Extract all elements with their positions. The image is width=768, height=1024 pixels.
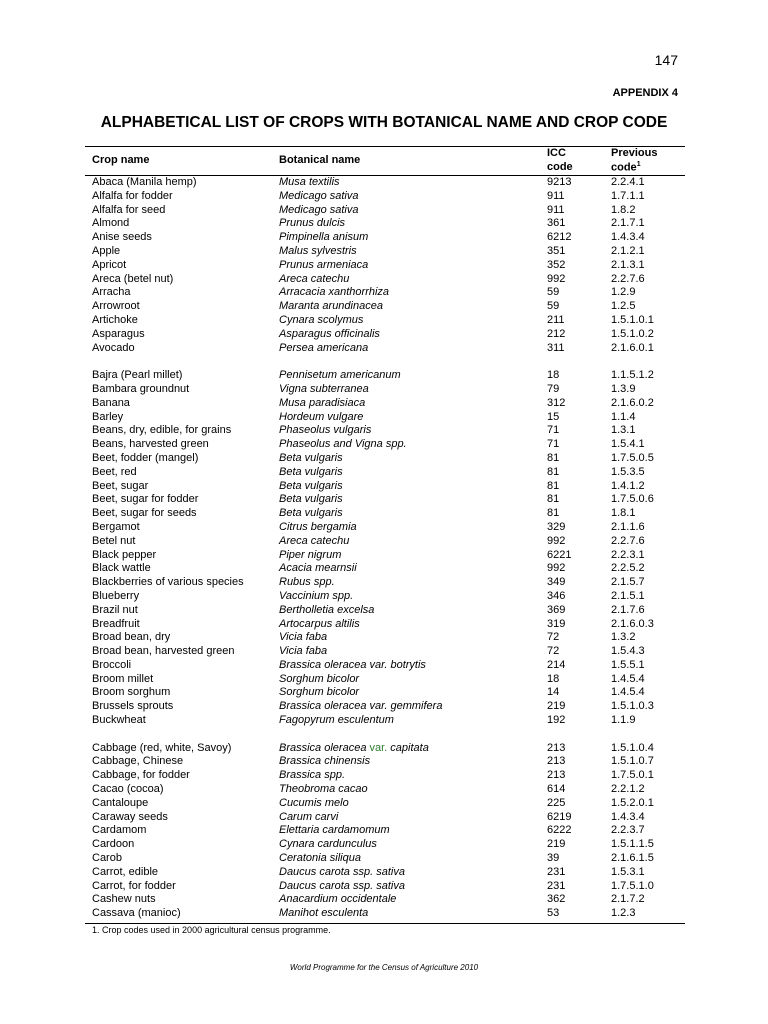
botanical-name-cell: Arracacia xanthorrhiza	[279, 286, 390, 299]
table-row	[0, 300, 768, 314]
table-row	[0, 742, 768, 756]
icc-code-cell: 72	[547, 631, 560, 644]
icc-code-cell: 911	[547, 203, 565, 216]
previous-code-cell: 1.1.4	[611, 410, 636, 423]
icc-code-cell: 212	[547, 327, 566, 340]
table-row	[0, 217, 768, 231]
crop-name-cell: Bergamot	[92, 520, 140, 533]
header-previous-line1: Previous	[611, 147, 658, 159]
table-row	[0, 245, 768, 259]
botanical-name-cell: Beta vulgaris	[279, 493, 343, 506]
previous-code-cell: 2.1.7.2	[611, 893, 645, 906]
table-row	[0, 618, 768, 632]
botanical-name-cell: Medicago sativa	[279, 203, 359, 216]
crop-name-cell: Cassava (manioc)	[92, 907, 181, 920]
icc-code-cell: 369	[547, 603, 566, 616]
crop-name-cell: Carob	[92, 852, 122, 865]
icc-code-cell: 72	[547, 645, 560, 658]
botanical-name-cell: Theobroma cacao	[279, 783, 368, 796]
crop-name-cell: Broccoli	[92, 658, 132, 671]
botanical-name-cell: Brassica oleracea var. gemmifera	[279, 700, 443, 713]
icc-code-cell: 231	[547, 865, 566, 878]
botanical-name-cell: Brassica oleracea var. capitata	[279, 741, 429, 754]
previous-code-cell: 1.5.1.0.3	[611, 700, 654, 713]
previous-code-cell: 1.5.4.3	[611, 645, 645, 658]
previous-code-cell: 1.5.1.0.1	[611, 313, 654, 326]
icc-code-cell: 6219	[547, 810, 572, 823]
table-row	[0, 190, 768, 204]
icc-code-cell: 361	[547, 217, 566, 230]
table-row	[0, 286, 768, 300]
icc-code-cell: 71	[547, 424, 560, 437]
crop-name-cell: Betel nut	[92, 534, 136, 547]
icc-code-cell: 231	[547, 879, 566, 892]
icc-code-cell: 992	[547, 272, 566, 285]
crop-name-cell: Cacao (cocoa)	[92, 783, 164, 796]
crop-name-cell: Buckwheat	[92, 714, 146, 727]
table-row	[0, 659, 768, 673]
crop-name-cell: Cashew nuts	[92, 893, 156, 906]
crop-name-cell: Breadfruit	[92, 617, 140, 630]
table-row	[0, 631, 768, 645]
crop-name-cell: Cabbage (red, white, Savoy)	[92, 741, 232, 754]
crop-name-cell: Beans, dry, edible, for grains	[92, 424, 232, 437]
previous-code-cell: 1.3.2	[611, 631, 636, 644]
crop-name-cell: Alfalfa for fodder	[92, 189, 173, 202]
crop-name-cell: Caraway seeds	[92, 810, 168, 823]
icc-code-cell: 14	[547, 686, 560, 699]
crop-name-cell: Banana	[92, 396, 130, 409]
crop-name-cell: Beet, sugar for fodder	[92, 493, 199, 506]
table-row	[0, 176, 768, 190]
crop-name-cell: Cardamom	[92, 824, 147, 837]
previous-code-cell: 1.4.3.4	[611, 810, 645, 823]
table-row	[0, 673, 768, 687]
group-spacer	[0, 728, 768, 742]
previous-code-cell: 2.1.3.1	[611, 258, 645, 271]
table-row	[0, 452, 768, 466]
previous-code-cell: 2.1.2.1	[611, 244, 645, 257]
table-row	[0, 755, 768, 769]
icc-code-cell: 6222	[547, 824, 572, 837]
crop-name-cell: Asparagus	[92, 327, 145, 340]
previous-code-cell: 1.1.9	[611, 714, 636, 727]
icc-code-cell: 211	[547, 313, 565, 326]
table-row	[0, 907, 768, 921]
botanical-name-cell: Brassica spp.	[279, 769, 346, 782]
variety-abbrev: var.	[369, 741, 388, 754]
botanical-name-cell: Musa textilis	[279, 176, 340, 188]
icc-code-cell: 81	[547, 465, 560, 478]
icc-code-cell: 213	[547, 755, 566, 768]
botanical-name-cell: Hordeum vulgare	[279, 410, 364, 423]
botanical-name-cell: Prunus dulcis	[279, 217, 346, 230]
botanical-name-cell: Persea americana	[279, 341, 369, 354]
crop-name-cell: Broad bean, dry	[92, 631, 171, 644]
table-row	[0, 562, 768, 576]
botanical-name-cell: Sorghum bicolor	[279, 672, 360, 685]
icc-code-cell: 346	[547, 589, 566, 602]
table-row	[0, 480, 768, 494]
botanical-name-cell: Maranta arundinacea	[279, 300, 383, 313]
icc-code-cell: 79	[547, 382, 560, 395]
icc-code-cell: 319	[547, 617, 566, 630]
botanical-name-cell: Anacardium occidentale	[279, 893, 397, 906]
botanical-name-cell: Sorghum bicolor	[279, 686, 360, 699]
header-icc-line1: ICC	[547, 147, 566, 159]
botanical-name-cell: Artocarpus altilis	[279, 617, 360, 630]
crop-name-cell: Arrowroot	[92, 300, 140, 313]
page-footer: World Programme for the Census of Agriculture 2010	[289, 963, 479, 972]
botanical-name-cell: Beta vulgaris	[279, 507, 343, 520]
botanical-name-cell: Daucus carota ssp. sativa	[279, 865, 405, 878]
table-row	[0, 411, 768, 425]
crop-table-body	[0, 176, 768, 921]
table-row	[0, 369, 768, 383]
botanical-name-cell: Vicia faba	[279, 645, 328, 658]
crop-name-cell: Cantaloupe	[92, 796, 149, 809]
botanical-name-cell: Manihot esculenta	[279, 907, 369, 920]
icc-code-cell: 214	[547, 658, 566, 671]
botanical-name-cell: Vicia faba	[279, 631, 328, 644]
icc-code-cell: 6212	[547, 231, 572, 244]
botanical-name-cell: Cynara scolymus	[279, 313, 364, 326]
previous-code-cell: 1.4.3.4	[611, 231, 645, 244]
table-row	[0, 273, 768, 287]
botanical-name-cell: Cucumis melo	[279, 796, 349, 809]
previous-code-cell: 2.1.6.1.5	[611, 852, 654, 865]
botanical-name-cell: Carum carvi	[279, 810, 339, 823]
previous-code-cell: 1.2.9	[611, 286, 636, 299]
previous-code-cell: 2.2.4.1	[611, 176, 645, 188]
header-footnote-mark: 1	[636, 161, 641, 168]
botanical-name-cell: Beta vulgaris	[279, 451, 343, 464]
table-row	[0, 880, 768, 894]
previous-code-cell: 1.5.1.1.5	[611, 838, 654, 851]
previous-code-cell: 1.8.2	[611, 203, 636, 216]
crop-name-cell: Beet, sugar	[92, 479, 149, 492]
table-row	[0, 824, 768, 838]
crop-name-cell: Abaca (Manila hemp)	[92, 176, 197, 188]
icc-code-cell: 18	[547, 369, 560, 382]
crop-name-cell: Brussels sprouts	[92, 700, 174, 713]
previous-code-cell: 1.7.5.1.0	[611, 879, 654, 892]
icc-code-cell: 192	[547, 714, 566, 727]
previous-code-cell: 2.2.1.2	[611, 783, 645, 796]
previous-code-cell: 1.7.1.1	[611, 189, 645, 202]
icc-code-cell: 71	[547, 438, 560, 451]
botanical-name-cell: Phaseolus and Vigna spp.	[279, 438, 407, 451]
previous-code-cell: 2.2.3.7	[611, 824, 645, 837]
icc-code-cell: 992	[547, 562, 566, 575]
botanical-name-cell: Brassica chinensis	[279, 755, 371, 768]
previous-code-cell: 2.2.5.2	[611, 562, 645, 575]
crop-name-cell: Barley	[92, 410, 124, 423]
crop-name-cell: Alfalfa for seed	[92, 203, 166, 216]
table-row	[0, 397, 768, 411]
table-row	[0, 797, 768, 811]
icc-code-cell: 18	[547, 672, 560, 685]
previous-code-cell: 1.5.1.0.4	[611, 741, 654, 754]
previous-code-cell: 2.1.6.0.3	[611, 617, 654, 630]
crop-name-cell: Cardoon	[92, 838, 135, 851]
botanical-name-cell: Musa paradisiaca	[279, 396, 366, 409]
icc-code-cell: 351	[547, 244, 566, 257]
previous-code-cell: 1.5.1.0.7	[611, 755, 654, 768]
icc-code-cell: 329	[547, 520, 566, 533]
crop-name-cell: Anise seeds	[92, 231, 152, 244]
botanical-name-cell: Areca catechu	[279, 272, 350, 285]
header-botanical-name: Botanical name	[279, 154, 361, 166]
icc-code-cell: 362	[547, 893, 566, 906]
table-row	[0, 204, 768, 218]
table-row	[0, 328, 768, 342]
header-previous-line2	[611, 161, 641, 174]
icc-code-cell: 81	[547, 507, 560, 520]
botanical-name-cell: Ceratonia siliqua	[279, 852, 361, 865]
icc-code-cell: 311	[547, 341, 565, 354]
previous-code-cell: 1.7.5.0.1	[611, 769, 654, 782]
crop-name-cell: Beet, fodder (mangel)	[92, 451, 199, 464]
page-number: 147	[654, 52, 678, 68]
botanical-name-cell: Citrus bergamia	[279, 520, 357, 533]
crop-name-cell: Cabbage, Chinese	[92, 755, 184, 768]
botanical-name-cell: Daucus carota ssp. sativa	[279, 879, 405, 892]
icc-code-cell: 81	[547, 479, 560, 492]
botanical-name-cell: Areca catechu	[279, 534, 350, 547]
previous-code-cell: 1.2.5	[611, 300, 636, 313]
icc-code-cell: 911	[547, 189, 565, 202]
crop-name-cell: Carrot, for fodder	[92, 879, 176, 892]
icc-code-cell: 219	[547, 838, 566, 851]
previous-code-cell: 1.4.5.4	[611, 672, 645, 685]
page-title: ALPHABETICAL LIST OF CROPS WITH BOTANICAL NAME AND CROP CODE	[100, 114, 668, 131]
table-row	[0, 231, 768, 245]
header-previous-code: code	[611, 161, 637, 174]
botanical-name-cell: Prunus armeniaca	[279, 258, 369, 271]
table-row	[0, 686, 768, 700]
botanical-name-cell: Piper nigrum	[279, 548, 342, 561]
footnote: 1. Crop codes used in 2000 agricultural census programme.	[92, 925, 331, 935]
botanical-name-cell: Medicago sativa	[279, 189, 359, 202]
table-row	[0, 576, 768, 590]
crop-name-cell: Black wattle	[92, 562, 151, 575]
icc-code-cell: 15	[547, 410, 560, 423]
appendix-label: APPENDIX 4	[612, 87, 678, 99]
table-row	[0, 714, 768, 728]
previous-code-cell: 2.2.3.1	[611, 548, 645, 561]
icc-code-cell: 6221	[547, 548, 572, 561]
botanical-name-cell: Beta vulgaris	[279, 479, 343, 492]
previous-code-cell: 1.1.5.1.2	[611, 369, 654, 382]
icc-code-cell: 225	[547, 796, 566, 809]
previous-code-cell: 2.1.6.0.2	[611, 396, 654, 409]
icc-code-cell: 59	[547, 286, 560, 299]
previous-code-cell: 2.2.7.6	[611, 534, 645, 547]
table-row	[0, 783, 768, 797]
crop-name-cell: Beet, sugar for seeds	[92, 507, 197, 520]
crop-name-cell: Broad bean, harvested green	[92, 645, 235, 658]
crop-name-cell: Artichoke	[92, 313, 138, 326]
table-row	[0, 549, 768, 563]
crop-name-cell: Cabbage, for fodder	[92, 769, 190, 782]
previous-code-cell: 1.5.3.5	[611, 465, 645, 478]
icc-code-cell: 352	[547, 258, 566, 271]
botanical-name-cell: Acacia mearnsii	[279, 562, 357, 575]
crop-name-cell: Avocado	[92, 341, 135, 354]
crop-name-cell: Almond	[92, 217, 130, 230]
previous-code-cell: 1.5.5.1	[611, 658, 645, 671]
table-row	[0, 645, 768, 659]
previous-code-cell: 1.7.5.0.6	[611, 493, 654, 506]
table-row	[0, 893, 768, 907]
header-icc-line2: code	[547, 161, 573, 173]
crop-name-cell: Apricot	[92, 258, 127, 271]
previous-code-cell: 1.5.4.1	[611, 438, 645, 451]
table-top-rule	[85, 146, 685, 147]
previous-code-cell: 2.1.7.1	[611, 217, 645, 230]
table-row	[0, 811, 768, 825]
table-row	[0, 535, 768, 549]
crop-name-cell: Apple	[92, 244, 121, 257]
botanical-name-cell: Phaseolus vulgaris	[279, 424, 372, 437]
icc-code-cell: 39	[547, 852, 560, 865]
crop-name-cell: Bambara groundnut	[92, 382, 190, 395]
crop-name-cell: Beans, harvested green	[92, 438, 209, 451]
icc-code-cell: 213	[547, 741, 566, 754]
crop-name-cell: Blackberries of various species	[92, 576, 244, 589]
table-row	[0, 604, 768, 618]
table-row	[0, 493, 768, 507]
group-spacer	[0, 355, 768, 369]
botanical-name-cell: Beta vulgaris	[279, 465, 343, 478]
crop-name-cell: Carrot, edible	[92, 865, 159, 878]
table-row	[0, 438, 768, 452]
botanical-name-cell: Bertholletia excelsa	[279, 603, 375, 616]
previous-code-cell: 1.4.5.4	[611, 686, 645, 699]
botanical-name-cell: Cynara cardunculus	[279, 838, 377, 851]
previous-code-cell: 2.1.5.1	[611, 589, 645, 602]
previous-code-cell: 1.3.1	[611, 424, 636, 437]
icc-code-cell: 81	[547, 451, 560, 464]
botanical-name-cell: Asparagus officinalis	[279, 327, 380, 340]
icc-code-cell: 9213	[547, 176, 572, 188]
botanical-name-cell: Malus sylvestris	[279, 244, 357, 257]
previous-code-cell: 2.1.5.7	[611, 576, 645, 589]
previous-code-cell: 1.4.1.2	[611, 479, 645, 492]
previous-code-cell: 1.5.3.1	[611, 865, 645, 878]
crop-name-cell: Arracha	[92, 286, 131, 299]
table-row	[0, 424, 768, 438]
previous-code-cell: 2.1.6.0.1	[611, 341, 654, 354]
table-row	[0, 866, 768, 880]
previous-code-cell: 1.5.2.0.1	[611, 796, 654, 809]
crop-name-cell: Broom millet	[92, 672, 154, 685]
icc-code-cell: 59	[547, 300, 560, 313]
previous-code-cell: 1.5.1.0.2	[611, 327, 654, 340]
table-row	[0, 507, 768, 521]
botanical-name-cell: Vaccinium spp.	[279, 589, 354, 602]
icc-code-cell: 614	[547, 783, 566, 796]
previous-code-cell: 1.7.5.0.5	[611, 451, 654, 464]
crop-name-cell: Beet, red	[92, 465, 137, 478]
icc-code-cell: 213	[547, 769, 566, 782]
table-row	[0, 700, 768, 714]
crop-name-cell: Black pepper	[92, 548, 157, 561]
botanical-name-cell: Vigna subterranea	[279, 382, 369, 395]
crop-name-cell: Broom sorghum	[92, 686, 171, 699]
previous-code-cell: 1.8.1	[611, 507, 636, 520]
previous-code-cell: 1.3.9	[611, 382, 636, 395]
table-row	[0, 521, 768, 535]
table-row	[0, 259, 768, 273]
crop-name-cell: Blueberry	[92, 589, 140, 602]
botanical-name-cell: Pennisetum americanum	[279, 369, 401, 382]
botanical-name-cell: Fagopyrum esculentum	[279, 714, 394, 727]
botanical-name-cell: Pimpinella anisum	[279, 231, 369, 244]
table-row	[0, 342, 768, 356]
header-crop-name: Crop name	[92, 154, 150, 166]
table-row	[0, 852, 768, 866]
botanical-name-cell: Brassica oleracea var. botrytis	[279, 658, 426, 671]
table-bottom-rule	[85, 923, 685, 924]
table-row	[0, 590, 768, 604]
icc-code-cell: 992	[547, 534, 566, 547]
icc-code-cell: 219	[547, 700, 566, 713]
icc-code-cell: 53	[547, 907, 560, 920]
previous-code-cell: 1.2.3	[611, 907, 636, 920]
icc-code-cell: 81	[547, 493, 560, 506]
botanical-name-cell: Rubus spp.	[279, 576, 335, 589]
botanical-name-cell: Elettaria cardamomum	[279, 824, 390, 837]
previous-code-cell: 2.1.7.6	[611, 603, 645, 616]
crop-name-cell: Areca (betel nut)	[92, 272, 174, 285]
table-row	[0, 769, 768, 783]
crop-name-cell: Bajra (Pearl millet)	[92, 369, 183, 382]
table-row	[0, 838, 768, 852]
table-row	[0, 466, 768, 480]
previous-code-cell: 2.1.1.6	[611, 520, 645, 533]
table-row	[0, 314, 768, 328]
icc-code-cell: 349	[547, 576, 566, 589]
previous-code-cell: 2.2.7.6	[611, 272, 645, 285]
crop-name-cell: Brazil nut	[92, 603, 138, 616]
icc-code-cell: 312	[547, 396, 566, 409]
table-row	[0, 383, 768, 397]
